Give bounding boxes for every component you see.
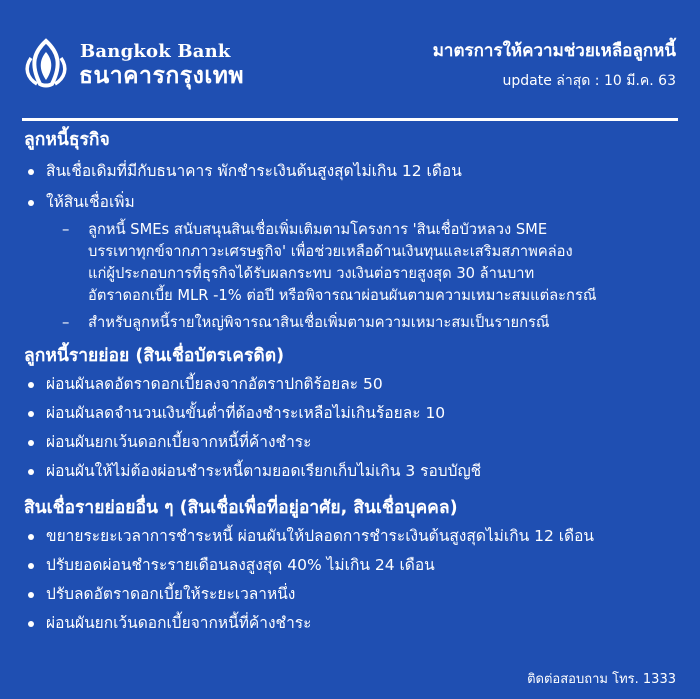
contact-info: ติดต่อสอบถาม โทร. 1333 <box>527 672 676 687</box>
list-item: ผ่อนผันให้ไม่ต้องผ่อนชำระหนี้ตามยอดเรียกเก็บไม่เกิน 3 รอบบัญชี <box>24 460 684 482</box>
sub-list-item <box>24 312 684 334</box>
section-business-debtors <box>24 128 684 334</box>
sub-list-line: – สำหรับลูกหนี้รายใหญ่พิจารณาสินเชื่อเพิ่มตามความเหมาะสมเป็นรายกรณี <box>24 312 684 334</box>
list-item: ผ่อนผันยกเว้นดอกเบี้ยจากหนี้ที่ค้างชำระ <box>24 431 684 453</box>
sub-list-item <box>24 219 684 307</box>
brand-name-thai: ธนาคารกรุงเทพ <box>79 63 245 89</box>
list-item: ปรับลดอัตราดอกเบี้ยให้ระยะเวลาหนึ่ง <box>24 583 684 605</box>
lotus-logo-icon <box>22 38 70 88</box>
section-title: ลูกหนี้ธุรกิจ <box>24 130 110 150</box>
sub-list-line: – ลูกหนี้ SMEs สนับสนุนสินเชื่อเพิ่มเติมตามโครงการ 'สินเชื่อบัวหลวง SME <box>24 219 684 241</box>
list-item: ผ่อนผันลดจำนวนเงินขั้นต่ำที่ต้องชำระเหลือไม่เกินร้อยละ 10 <box>24 402 684 424</box>
update-date: update ล่าสุด : 10 มี.ค. 63 <box>502 73 676 89</box>
list-item: ผ่อนผันยกเว้นดอกเบี้ยจากหนี้ที่ค้างชำระ <box>24 612 684 634</box>
header-divider <box>22 118 678 121</box>
sub-list-line: แก่ผู้ประกอบการที่ธุรกิจได้รับผลกระทบ วงเงินต่อรายสูงสุด 30 ล้านบาท <box>88 265 535 282</box>
list-item: ให้สินเชื่อเพิ่ม <box>24 191 684 213</box>
section-other-retail-loans <box>24 496 684 634</box>
brand-name-english: Bangkok Bank <box>80 41 231 62</box>
list-item: ผ่อนผันลดอัตราดอกเบี้ยลงจากอัตราปกติร้อยละ 50 <box>24 373 684 395</box>
main-content <box>24 128 684 634</box>
sub-list-line: บรรเทาทุกข์จากภาวะเศรษฐกิจ' เพื่อช่วยเหลือด้านเงินทุนและเสริมสภาพคล่อง <box>88 243 573 260</box>
page-title: มาตรการให้ความช่วยเหลือลูกหนี้ <box>432 41 676 61</box>
list-item: ขยายระยะเวลาการชำระหนี้ ผ่อนผันให้ปลอดการชำระเงินต้นสูงสุดไม่เกิน 12 เดือน <box>24 525 684 547</box>
list-item: ปรับยอดผ่อนชำระรายเดือนลงสูงสุด 40% ไม่เกิน 24 เดือน <box>24 554 684 576</box>
sub-list-line: อัตราดอกเบี้ย MLR -1% ต่อปี หรือพิจารณาผ่อนผันตามความเหมาะสมแต่ละกรณี <box>88 287 597 304</box>
section-retail-credit-card <box>24 344 684 482</box>
header <box>0 0 700 120</box>
list-item: สินเชื่อเดิมที่มีกับธนาคาร พักชำระเงินต้นสูงสุดไม่เกิน 12 เดือน <box>24 160 684 182</box>
section-title: สินเชื่อรายย่อยอื่น ๆ (สินเชื่อเพื่อที่อยู่อาศัย, สินเชื่อบุคคล) <box>24 498 458 518</box>
section-title: ลูกหนี้รายย่อย (สินเชื่อบัตรเครดิต) <box>24 346 285 366</box>
